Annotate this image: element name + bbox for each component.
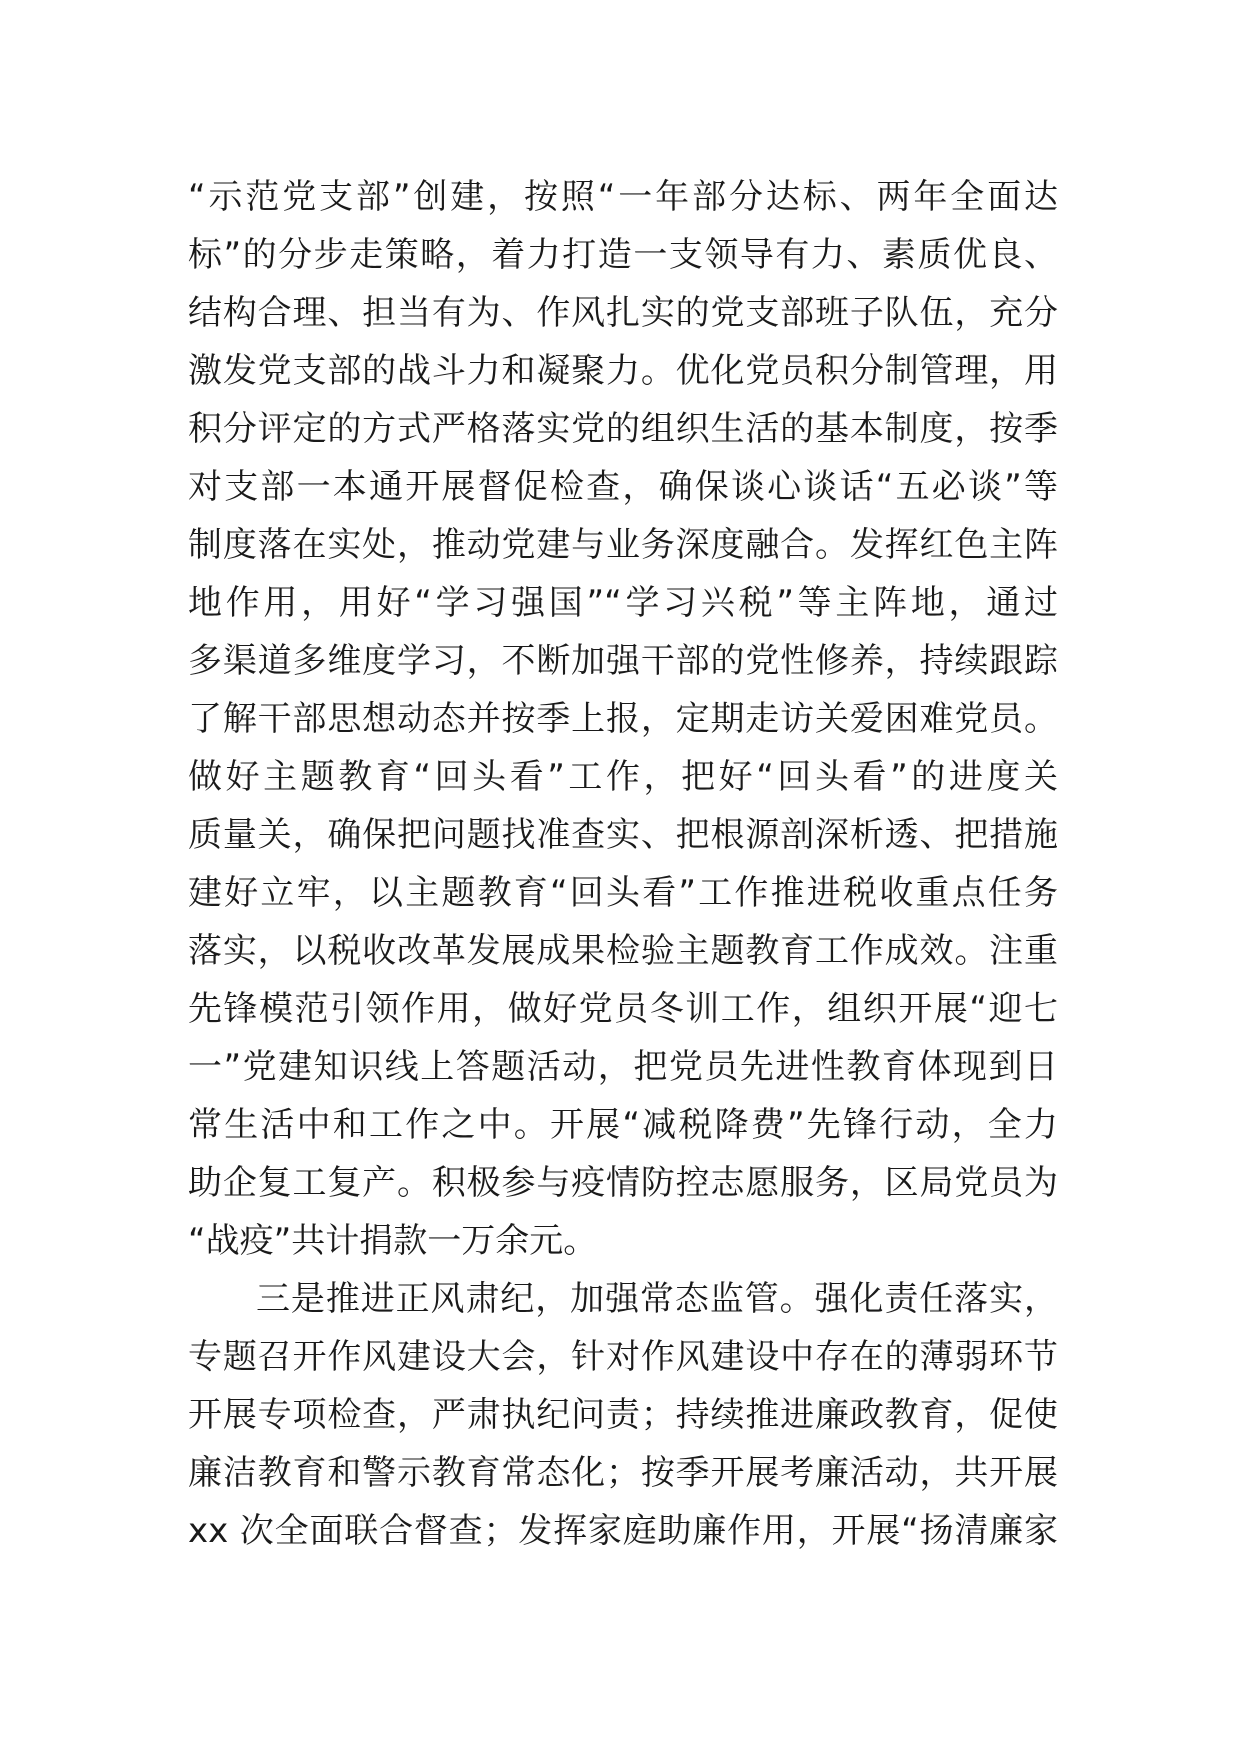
- text-line: 专题召开作风建设大会，针对作风建设中存在的薄弱环节: [188, 1337, 1058, 1377]
- text-line: 激发党支部的战斗力和凝聚力。优化党员积分制管理，用: [188, 351, 1058, 391]
- text-line: 积分评定的方式严格落实党的组织生活的基本制度，按季: [188, 409, 1058, 449]
- text-line: 一”党建知识线上答题活动，把党员先进性教育体现到日: [188, 1047, 1058, 1087]
- text-line: “示范党支部”创建，按照“一年部分达标、两年全面达: [188, 177, 1058, 217]
- text-line: 建好立牢，以主题教育“回头看”工作推进税收重点任务: [188, 873, 1058, 913]
- text-line: 做好主题教育“回头看”工作，把好“回头看”的进度关: [188, 757, 1058, 797]
- paragraph-end-line: “战疫”共计捐款一万余元。: [188, 1221, 598, 1261]
- text-line: 开展专项检查，严肃执纪问责；持续推进廉政教育，促使: [188, 1395, 1058, 1435]
- text-line: 多渠道多维度学习，不断加强干部的党性修养，持续跟踪: [188, 641, 1058, 681]
- text-line: 地作用，用好“学习强国”“学习兴税”等主阵地，通过: [188, 583, 1058, 623]
- text-line: 助企复工复产。积极参与疫情防控志愿服务，区局党员为: [188, 1163, 1058, 1203]
- text-line: 结构合理、担当有为、作风扎实的党支部班子队伍，充分: [188, 293, 1058, 333]
- text-line: 制度落在实处，推动党建与业务深度融合。发挥红色主阵: [188, 525, 1058, 565]
- text-line: 落实，以税收改革发展成果检验主题教育工作成效。注重: [188, 931, 1058, 971]
- text-line: xx 次全面联合督查；发挥家庭助廉作用，开展“扬清廉家: [188, 1511, 1058, 1551]
- text-line: 先锋模范引领作用，做好党员冬训工作，组织开展“迎七: [188, 989, 1058, 1029]
- text-line: 质量关，确保把问题找准查实、把根源剖深析透、把措施: [188, 815, 1058, 855]
- body-text: [188, 168, 1058, 1560]
- text-line: 了解干部思想动态并按季上报，定期走访关爱困难党员。: [188, 699, 1058, 739]
- text-line: 标”的分步走策略，着力打造一支领导有力、素质优良、: [188, 235, 1058, 275]
- text-line: 廉洁教育和警示教育常态化；按季开展考廉活动，共开展: [188, 1453, 1058, 1493]
- paragraph-start-line: 三是推进正风肃纪，加强常态监管。强化责任落实，: [256, 1279, 1058, 1319]
- text-line: 对支部一本通开展督促检查，确保谈心谈话“五必谈”等: [188, 467, 1058, 507]
- text-line: 常生活中和工作之中。开展“减税降费”先锋行动，全力: [188, 1105, 1058, 1145]
